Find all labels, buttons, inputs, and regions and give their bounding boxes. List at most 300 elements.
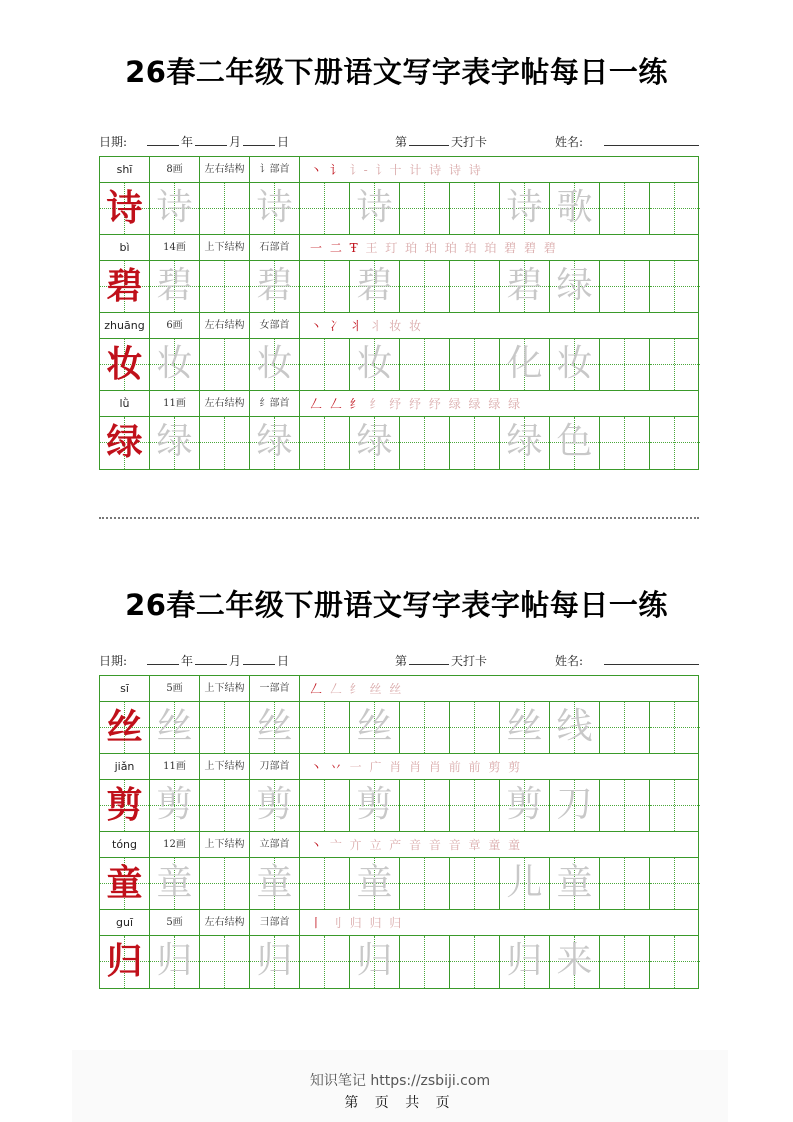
character-block <box>100 157 698 235</box>
trace-character: 绿 <box>356 421 393 462</box>
stroke-order-current: 丶 冫 丬 <box>310 319 370 333</box>
tracing-cell[interactable] <box>350 261 400 312</box>
trace-character <box>300 183 349 234</box>
checkin-suffix: 天打卡 <box>451 135 488 149</box>
trace-character <box>300 339 349 390</box>
trace-character: 化 <box>506 343 543 384</box>
tracing-cell[interactable] <box>300 339 350 390</box>
structure: 左右结构 <box>200 391 250 417</box>
character-info-row <box>100 391 698 417</box>
practice-row <box>100 339 698 391</box>
practice-row <box>100 858 698 910</box>
radical: 女部首 <box>250 313 300 339</box>
trace-character <box>600 858 649 909</box>
trace-character <box>300 417 349 469</box>
trace-character: 妆 <box>556 343 593 384</box>
model-character-cell <box>100 936 150 988</box>
trace-character <box>400 417 449 469</box>
trace-character <box>200 183 249 234</box>
structure: 左右结构 <box>200 910 250 936</box>
tracing-cell[interactable] <box>200 417 250 469</box>
date-label: 日期: <box>99 135 128 149</box>
trace-character: 归 <box>356 940 393 981</box>
trace-character: 诗 <box>506 187 543 228</box>
tracing-cell[interactable] <box>200 261 250 312</box>
tracing-cell[interactable] <box>200 936 250 988</box>
tracing-cell[interactable] <box>250 936 300 988</box>
trace-character <box>200 858 249 909</box>
tracing-cell[interactable] <box>450 417 500 469</box>
stroke-count: 5画 <box>150 676 200 702</box>
model-character-cell <box>100 858 150 909</box>
trace-character <box>600 936 649 988</box>
trace-character: 妆 <box>156 343 193 384</box>
tracing-cell[interactable] <box>300 261 350 312</box>
trace-character: 剪 <box>156 784 193 825</box>
character-block <box>100 235 698 313</box>
checkin-prefix: 第 <box>395 654 408 668</box>
trace-character <box>450 417 499 469</box>
trace-character: 丝 <box>506 706 543 747</box>
tracing-cell[interactable] <box>400 339 450 390</box>
name-label: 姓名: <box>555 654 584 668</box>
checkin-day-blank[interactable] <box>409 133 449 146</box>
character-block <box>100 391 698 469</box>
practice-row <box>100 261 698 313</box>
trace-character: 刀 <box>556 784 593 825</box>
structure: 左右结构 <box>200 313 250 339</box>
tracing-cell[interactable] <box>500 261 550 312</box>
practice-sheet <box>99 156 699 470</box>
trace-character <box>300 936 349 988</box>
tracing-cell[interactable] <box>550 339 600 390</box>
worksheet-title: 26春二年级下册语文写字表字帖每日一练 <box>125 55 668 89</box>
tracing-cell[interactable] <box>400 780 450 831</box>
stroke-order <box>300 391 522 417</box>
stroke-order-current: 丨 <box>310 916 330 930</box>
tracing-cell[interactable] <box>600 780 650 831</box>
trace-character: 丝 <box>156 706 193 747</box>
trace-character: 绿 <box>506 421 543 462</box>
stroke-count: 6画 <box>150 313 200 339</box>
stroke-count: 5画 <box>150 910 200 936</box>
tracing-cell[interactable] <box>400 183 450 234</box>
pinyin: guī <box>100 910 150 936</box>
trace-character <box>400 702 449 753</box>
trace-character <box>650 261 700 312</box>
stroke-order-current: 丶 <box>310 838 330 852</box>
tracing-cell[interactable] <box>650 936 700 988</box>
tracing-cell[interactable] <box>300 702 350 753</box>
character-block <box>100 676 698 754</box>
trace-character <box>450 339 499 390</box>
pinyin: lǜ <box>100 391 150 417</box>
date-label: 日期: <box>99 654 128 668</box>
trace-character <box>650 339 700 390</box>
tracing-cell[interactable] <box>200 339 250 390</box>
trace-character <box>400 780 449 831</box>
trace-character <box>300 702 349 753</box>
character-info-row <box>100 676 698 702</box>
trace-character: 碧 <box>256 265 293 306</box>
trace-character <box>650 702 700 753</box>
tracing-cell[interactable] <box>650 702 700 753</box>
tracing-cell[interactable] <box>200 780 250 831</box>
month-label: 月 <box>229 135 242 149</box>
trace-character: 线 <box>556 706 593 747</box>
tracing-cell[interactable] <box>150 780 200 831</box>
radical: 刀部首 <box>250 754 300 780</box>
model-character: 剪 <box>106 784 143 826</box>
model-character: 妆 <box>106 343 143 385</box>
practice-row <box>100 780 698 832</box>
tracing-cell[interactable] <box>350 858 400 909</box>
tracing-cell[interactable] <box>550 261 600 312</box>
trace-character: 童 <box>256 862 293 903</box>
trace-character <box>300 858 349 909</box>
pinyin: shī <box>100 157 150 183</box>
trace-character <box>650 417 700 469</box>
tracing-cell[interactable] <box>350 702 400 753</box>
trace-character: 剪 <box>256 784 293 825</box>
name-blank[interactable] <box>604 133 699 146</box>
character-info-row <box>100 313 698 339</box>
model-character-cell <box>100 780 150 831</box>
trace-character <box>650 780 700 831</box>
checkin-day-blank[interactable] <box>409 652 449 665</box>
stroke-order <box>300 235 558 261</box>
stroke-count: 14画 <box>150 235 200 261</box>
tracing-cell[interactable] <box>150 858 200 909</box>
day-label: 日 <box>277 654 290 668</box>
trace-character <box>450 858 499 909</box>
stroke-order-sequence: 丬 妆 妆 <box>369 319 424 333</box>
trace-character: 歌 <box>556 187 593 228</box>
radical: 纟部首 <box>250 391 300 417</box>
tracing-cell[interactable] <box>600 702 650 753</box>
tracing-cell[interactable] <box>250 183 300 234</box>
character-info-row <box>100 832 698 858</box>
model-character-cell <box>100 339 150 390</box>
radical: 石部首 <box>250 235 300 261</box>
year-label: 年 <box>181 135 194 149</box>
trace-character <box>650 936 700 988</box>
day-blank[interactable] <box>243 133 275 146</box>
stroke-order <box>300 157 483 183</box>
tracing-cell[interactable] <box>350 780 400 831</box>
stroke-order <box>300 676 403 702</box>
model-character: 诗 <box>106 187 143 229</box>
model-character: 绿 <box>106 421 143 463</box>
trace-character <box>600 339 649 390</box>
checkin-prefix: 第 <box>395 135 408 149</box>
trace-character <box>450 780 499 831</box>
trace-character: 诗 <box>356 187 393 228</box>
radical: 讠部首 <box>250 157 300 183</box>
tracing-cell[interactable] <box>150 936 200 988</box>
tracing-cell[interactable] <box>650 780 700 831</box>
trace-character: 绿 <box>256 421 293 462</box>
trace-character <box>200 261 249 312</box>
trace-character: 妆 <box>256 343 293 384</box>
trace-character: 诗 <box>156 187 193 228</box>
trace-character: 归 <box>506 940 543 981</box>
trace-character: 色 <box>556 421 593 462</box>
pinyin: sī <box>100 676 150 702</box>
practice-row <box>100 702 698 754</box>
tracing-cell[interactable] <box>350 417 400 469</box>
trace-character: 来 <box>556 940 593 981</box>
stroke-order <box>300 832 522 858</box>
month-blank[interactable] <box>195 133 227 146</box>
tracing-cell[interactable] <box>200 702 250 753</box>
trace-character <box>450 702 499 753</box>
tracing-cell[interactable] <box>550 780 600 831</box>
tracing-cell[interactable] <box>400 702 450 753</box>
tracing-cell[interactable] <box>400 417 450 469</box>
stroke-order <box>300 754 522 780</box>
trace-character: 剪 <box>506 784 543 825</box>
tracing-cell[interactable] <box>600 339 650 390</box>
cut-line-divider <box>99 517 699 519</box>
tracing-cell[interactable] <box>600 183 650 234</box>
trace-character: 剪 <box>356 784 393 825</box>
tracing-cell[interactable] <box>450 936 500 988</box>
year-blank[interactable] <box>147 652 179 665</box>
trace-character <box>400 936 449 988</box>
worksheet-meta <box>99 652 699 670</box>
stroke-order-current: 丶 讠 <box>310 163 350 177</box>
stroke-order-current: 丶 丷 <box>310 760 350 774</box>
trace-character: 丝 <box>356 706 393 747</box>
tracing-cell[interactable] <box>500 702 550 753</box>
practice-row <box>100 417 698 469</box>
stroke-order-sequence: 亠 亣 立 产 音 音 音 章 童 童 <box>329 838 523 852</box>
tracing-cell[interactable] <box>450 858 500 909</box>
trace-character: 童 <box>156 862 193 903</box>
tracing-cell[interactable] <box>350 183 400 234</box>
worksheet-title: 26春二年级下册语文写字表字帖每日一练 <box>125 588 668 622</box>
month-label: 月 <box>229 654 242 668</box>
tracing-cell[interactable] <box>650 339 700 390</box>
tracing-cell[interactable] <box>200 858 250 909</box>
worksheet-meta <box>99 133 699 151</box>
tracing-cell[interactable] <box>150 702 200 753</box>
trace-character <box>600 780 649 831</box>
practice-row <box>100 183 698 235</box>
model-character-cell <box>100 417 150 469</box>
trace-character: 归 <box>156 940 193 981</box>
tracing-cell[interactable] <box>500 780 550 831</box>
trace-character <box>650 858 700 909</box>
tracing-cell[interactable] <box>650 261 700 312</box>
trace-character: 绿 <box>556 265 593 306</box>
tracing-cell[interactable] <box>500 339 550 390</box>
page-footer <box>72 1050 728 1122</box>
tracing-cell[interactable] <box>650 183 700 234</box>
tracing-cell[interactable] <box>250 780 300 831</box>
stroke-count: 11画 <box>150 754 200 780</box>
trace-character: 丝 <box>256 706 293 747</box>
radical: 彐部首 <box>250 910 300 936</box>
pinyin: zhuāng <box>100 313 150 339</box>
radical: 立部首 <box>250 832 300 858</box>
pinyin: bì <box>100 235 150 261</box>
character-block <box>100 832 698 910</box>
tracing-cell[interactable] <box>150 417 200 469</box>
model-character: 归 <box>106 940 143 982</box>
tracing-cell[interactable] <box>150 261 200 312</box>
stroke-count: 8画 <box>150 157 200 183</box>
stroke-order-sequence: 𠃋 纟 丝 丝 <box>329 682 404 696</box>
name-label: 姓名: <box>555 135 584 149</box>
tracing-cell[interactable] <box>450 780 500 831</box>
trace-character: 童 <box>556 862 593 903</box>
character-info-row <box>100 910 698 936</box>
radical: 一部首 <box>250 676 300 702</box>
pinyin: tóng <box>100 832 150 858</box>
stroke-order-sequence: 讠‐ 讠十 计 诗 诗 诗 <box>349 163 483 177</box>
tracing-cell[interactable] <box>300 936 350 988</box>
tracing-cell[interactable] <box>450 339 500 390</box>
trace-character <box>200 339 249 390</box>
model-character: 碧 <box>106 265 143 307</box>
structure: 上下结构 <box>200 832 250 858</box>
trace-character <box>200 780 249 831</box>
tracing-cell[interactable] <box>150 339 200 390</box>
tracing-cell[interactable] <box>300 417 350 469</box>
tracing-cell[interactable] <box>250 339 300 390</box>
tracing-cell[interactable] <box>250 702 300 753</box>
trace-character <box>300 261 349 312</box>
model-character: 童 <box>106 862 143 904</box>
structure: 上下结构 <box>200 676 250 702</box>
tracing-cell[interactable] <box>500 183 550 234</box>
stroke-order-current: 𠃋 <box>310 682 330 696</box>
year-label: 年 <box>181 654 194 668</box>
tracing-cell[interactable] <box>450 702 500 753</box>
structure: 上下结构 <box>200 235 250 261</box>
tracing-cell[interactable] <box>600 858 650 909</box>
trace-character <box>650 183 700 234</box>
stroke-order-sequence: 纟 纾 纾 纾 绿 绿 绿 绿 <box>369 397 523 411</box>
tracing-cell[interactable] <box>400 261 450 312</box>
tracing-cell[interactable] <box>550 417 600 469</box>
trace-character <box>600 261 649 312</box>
stroke-order-current: 一 二 Ŧ <box>310 241 366 255</box>
trace-character <box>300 780 349 831</box>
trace-character <box>450 936 499 988</box>
tracing-cell[interactable] <box>600 261 650 312</box>
stroke-count: 12画 <box>150 832 200 858</box>
year-blank[interactable] <box>147 133 179 146</box>
trace-character <box>400 183 449 234</box>
model-character-cell <box>100 702 150 753</box>
tracing-cell[interactable] <box>400 936 450 988</box>
stroke-order <box>300 313 423 339</box>
tracing-cell[interactable] <box>550 858 600 909</box>
tracing-cell[interactable] <box>500 417 550 469</box>
site-watermark: 知识笔记 https://zsbiji.com <box>309 1073 491 1089</box>
trace-character <box>600 183 649 234</box>
character-block <box>100 754 698 832</box>
tracing-cell[interactable] <box>350 339 400 390</box>
character-info-row <box>100 157 698 183</box>
trace-character: 归 <box>256 940 293 981</box>
tracing-cell[interactable] <box>550 183 600 234</box>
structure: 左右结构 <box>200 157 250 183</box>
tracing-cell[interactable] <box>250 858 300 909</box>
name-blank[interactable] <box>604 652 699 665</box>
tracing-cell[interactable] <box>250 261 300 312</box>
stroke-order-sequence: 一 广 肖 肖 肖 前 前 剪 剪 <box>349 760 523 774</box>
practice-row <box>100 936 698 988</box>
practice-sheet <box>99 675 699 989</box>
trace-character <box>400 339 449 390</box>
tracing-cell[interactable] <box>600 417 650 469</box>
trace-character: 童 <box>356 862 393 903</box>
stroke-order <box>300 910 403 936</box>
trace-character: 碧 <box>156 265 193 306</box>
trace-character: 诗 <box>256 187 293 228</box>
trace-character <box>200 936 249 988</box>
tracing-cell[interactable] <box>500 936 550 988</box>
pinyin: jiǎn <box>100 754 150 780</box>
character-info-row <box>100 235 698 261</box>
tracing-cell[interactable] <box>350 936 400 988</box>
trace-character: 绿 <box>156 421 193 462</box>
checkin-suffix: 天打卡 <box>451 654 488 668</box>
trace-character: 碧 <box>356 265 393 306</box>
month-blank[interactable] <box>195 652 227 665</box>
page-number: 第 页 共 页 <box>344 1095 456 1111</box>
stroke-count: 11画 <box>150 391 200 417</box>
tracing-cell[interactable] <box>300 858 350 909</box>
trace-character <box>600 702 649 753</box>
tracing-cell[interactable] <box>650 417 700 469</box>
tracing-cell[interactable] <box>250 417 300 469</box>
tracing-cell[interactable] <box>650 858 700 909</box>
day-label: 日 <box>277 135 290 149</box>
trace-character <box>450 261 499 312</box>
trace-character <box>400 858 449 909</box>
tracing-cell[interactable] <box>300 183 350 234</box>
trace-character <box>600 417 649 469</box>
tracing-cell[interactable] <box>550 936 600 988</box>
tracing-cell[interactable] <box>450 261 500 312</box>
trace-character: 妆 <box>356 343 393 384</box>
tracing-cell[interactable] <box>600 936 650 988</box>
tracing-cell[interactable] <box>150 183 200 234</box>
structure: 上下结构 <box>200 754 250 780</box>
tracing-cell[interactable] <box>400 858 450 909</box>
tracing-cell[interactable] <box>200 183 250 234</box>
stroke-order-current: 𠃋 𠃋 纟 <box>310 397 370 411</box>
stroke-order-sequence: 刂 归 归 归 <box>329 916 404 930</box>
character-info-row <box>100 754 698 780</box>
day-blank[interactable] <box>243 652 275 665</box>
tracing-cell[interactable] <box>550 702 600 753</box>
character-block <box>100 313 698 391</box>
tracing-cell[interactable] <box>450 183 500 234</box>
trace-character: 儿 <box>506 862 543 903</box>
trace-character <box>200 702 249 753</box>
tracing-cell[interactable] <box>300 780 350 831</box>
model-character-cell <box>100 183 150 234</box>
model-character: 丝 <box>106 706 143 748</box>
trace-character <box>200 417 249 469</box>
tracing-cell[interactable] <box>500 858 550 909</box>
